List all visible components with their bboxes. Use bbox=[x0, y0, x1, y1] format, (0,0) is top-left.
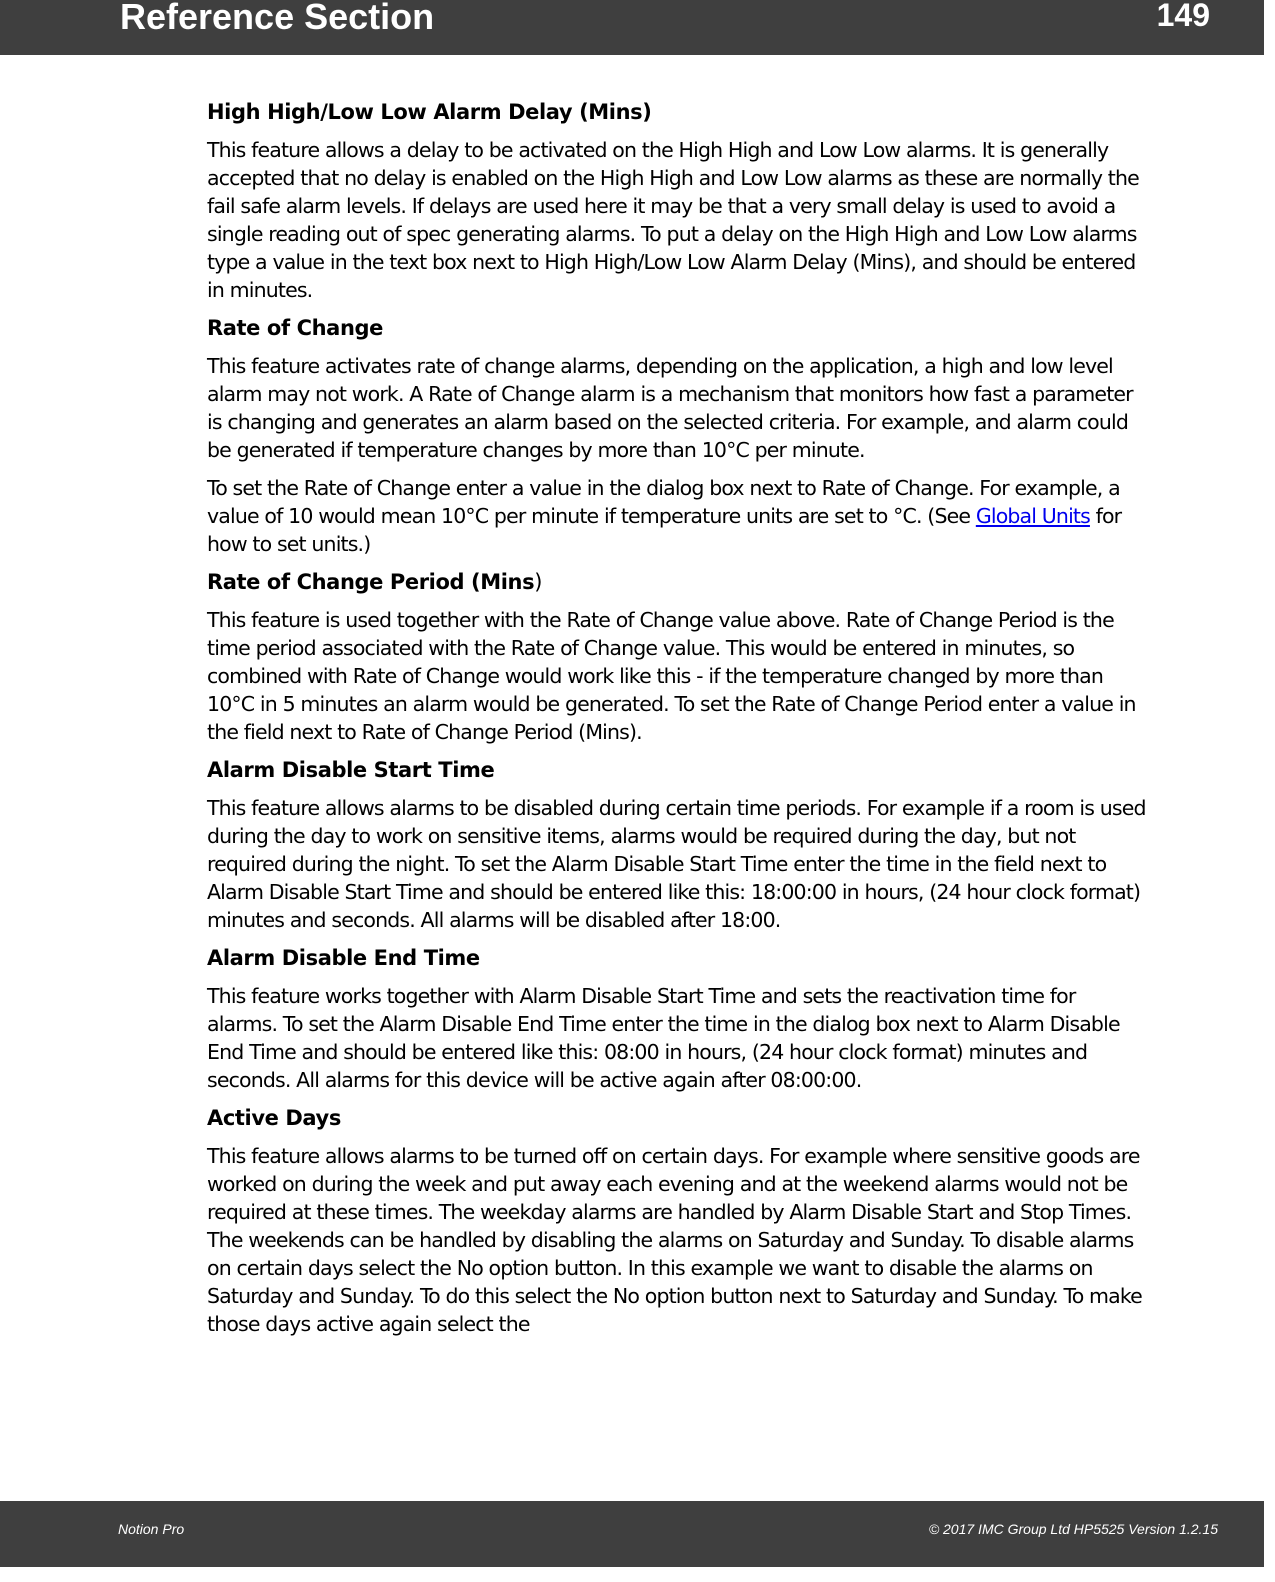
heading-tail: ) bbox=[534, 570, 542, 594]
paragraph-alarm-disable-start-time: This feature allows alarms to be disabled during certain time periods. For example if a room is used during the day to work on sensitive items, alarms would be required during the day, but not required during the night. To set the Alarm Disable Start Time enter the time in the field next to Alarm Disable Start Time and should be entered like this: 18:00:00 in hours, (24 hour clock format) minutes and seconds. All alarms will be disabled after 18:00. bbox=[207, 796, 1146, 932]
section-title: Reference Section bbox=[120, 0, 435, 37]
paragraph-rate-of-change-setup bbox=[207, 474, 1147, 558]
global-units-link[interactable]: Global Units bbox=[975, 504, 1090, 528]
page-footer bbox=[0, 1501, 1264, 1567]
paragraph-alarm-delay: This feature allows a delay to be activated on the High High and Low Low alarms. It is generally accepted that no delay is enabled on the High High and Low Low alarms as these are normally the fail safe alarm levels. If delays are used here it may be that a very small delay is used to avoid a single reading out of spec generating alarms. To put a delay on the High High and Low Low alarms type a value in the text box next to High High/Low Low Alarm Delay (Mins), and should be entered in minutes. bbox=[207, 138, 1139, 302]
copyright-notice: © 2017 IMC Group Ltd HP5525 Version 1.2.15 bbox=[928, 1521, 1218, 1537]
heading-alarm-disable-end-time: Alarm Disable End Time bbox=[207, 946, 480, 970]
heading-rate-of-change-period bbox=[207, 568, 1147, 596]
heading-alarm-disable-start-time: Alarm Disable Start Time bbox=[207, 758, 495, 782]
heading-text: Rate of Change Period (Mins bbox=[207, 570, 535, 594]
paragraph-rate-of-change: This feature activates rate of change alarms, depending on the application, a high and low level alarm may not work. A Rate of Change alarm is a mechanism that monitors how fast a parameter is changing and generates an alarm based on the selected criteria. For example, and alarm could be generated if temperature changes by more than 10°C per minute. bbox=[207, 354, 1133, 462]
page-number: 149 bbox=[1156, 0, 1210, 33]
heading-high-high-low-low-alarm-delay: High High/Low Low Alarm Delay (Mins) bbox=[207, 100, 652, 124]
paragraph-text: To set the Rate of Change enter a value in the dialog box next to Rate of Change. For example, a value of 10 would mean 10°C per minute if temperature units are set to °C. (See bbox=[207, 476, 1120, 528]
paragraph-text: for how to set units.) bbox=[207, 504, 1122, 556]
paragraph-alarm-disable-end-time: This feature works together with Alarm Disable Start Time and sets the reactivation time for alarms. To set the Alarm Disable End Time enter the time in the dialog box next to Alarm Disable End Time and should be entered like this: 08:00 in hours, (24 hour clock format) minutes and seconds. All alarms for this device will be active again after 08:00:00. bbox=[207, 984, 1120, 1092]
heading-rate-of-change: Rate of Change bbox=[207, 316, 383, 340]
paragraph-rate-of-change-period: This feature is used together with the Rate of Change value above. Rate of Change Period is the time period associated with the Rate of Change value. This would be entered in minutes, so combined with Rate of Change would work like this - if the temperature changed by more than 10°C in 5 minutes an alarm would be generated. To set the Rate of Change Period enter a value in the field next to Rate of Change Period (Mins). bbox=[207, 608, 1136, 744]
paragraph-active-days: This feature allows alarms to be turned off on certain days. For example where sensitive goods are worked on during the week and put away each evening and at the weekend alarms would not be required at these times. The weekday alarms are handled by Alarm Disable Start and Stop Times. The weekends can be handled by disabling the alarms on Saturday and Sunday. To disable alarms on certain days select the No option button. In this example we want to disable the alarms on Saturday and Sunday. To do this select the No option button next to Saturday and Sunday. To make those days active again select the bbox=[207, 1144, 1142, 1336]
heading-active-days: Active Days bbox=[207, 1106, 341, 1130]
page-content bbox=[207, 98, 1147, 1348]
page-header bbox=[0, 0, 1264, 55]
product-name: Notion Pro bbox=[118, 1521, 185, 1537]
